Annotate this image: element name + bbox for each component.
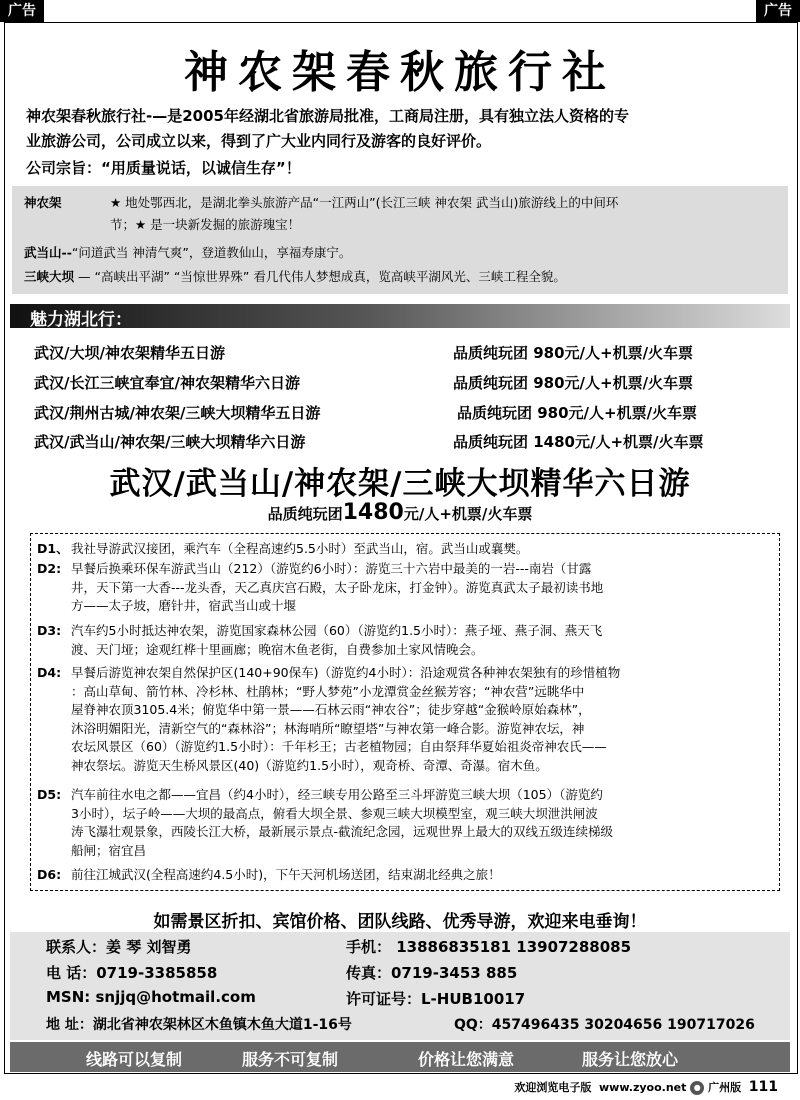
slogan-bar — [10, 1042, 790, 1072]
feature-route-price: 品质纯玩团1480元/人+机票/火车票 — [267, 500, 533, 525]
enquiry-banner: 如需景区折扣、宾馆价格、团队线路、优秀导游，欢迎来电垂询！ — [153, 912, 647, 932]
intro-line-2: 业旅游公司，公司成立以来，得到了广大业内同行及游客的良好评价。 — [26, 132, 492, 150]
contact-license: 许可证号：L-HUB10017 — [346, 990, 526, 1008]
slogan-item: 价格让您满意 — [418, 1050, 515, 1069]
contact-msn: MSN: snjjq@hotmail.com — [46, 988, 256, 1006]
ad-tag-left: 广告 — [0, 0, 44, 22]
route-item: 武汉/武当山/神农架/三峡大坝精华六日游 — [34, 433, 306, 451]
contact-fax: 传真：0719-3453 885 — [346, 964, 518, 982]
charm-hubei-bar — [10, 304, 790, 328]
itinerary-box — [30, 533, 780, 891]
agency-title: 神农架春秋旅行社 — [184, 47, 616, 98]
footer-edition: 广州版 — [708, 1081, 742, 1094]
ad-tag-right: 广告 — [756, 0, 800, 22]
itinerary-day: D1、 我社导游武汉接团，乘汽车（全程高速约5.5小时）至武当山，宿。武当山或襄樊。 — [37, 541, 529, 556]
route-item: 武汉/荆州古城/神农架/三峡大坝精华五日游 — [34, 404, 321, 422]
route-price: 品质纯玩团 980元/人+机票/火车票 — [453, 344, 694, 362]
itinerary-day: D4: 早餐后游览神农架自然保护区(140+90保车)（游览约4小时）：沿途观赏各种神农架独有的珍惜植物 ：高山草甸、箭竹林、冷杉林、杜鹃林；“野人梦苑”小龙潭赏金丝猴芳容；“神农营”远眺华中 屋脊神农顶3105.4米；俯览华中第一景——石林云雨“神农谷”；徒步穿越“金猴岭原始森林”， 沐浴明媚阳光，清新空气的“森林浴”；林海哨所“瞭望塔”与神农第一峰合影。游览神农坛，神 农坛风景区（60）（游览约1.5小时）：千年杉王；古老植物园；自由祭拜华夏始祖炎帝神农氏—— 神农祭坛。游览天生桥风景区(40)（游览约1.5小时），观奇桥、奇潭、奇瀑。宿木鱼。 — [37, 665, 621, 773]
contact-qq: QQ：457496435 30204656 190717026 — [454, 1017, 755, 1033]
intro-line-1: 神农架春秋旅行社-—是2005年经湖北省旅游局批准，工商局注册，具有独立法人资格的专 — [26, 107, 629, 125]
page-number: 111 — [748, 1079, 778, 1095]
route-price: 品质纯玩团 980元/人+机票/火车票 — [453, 374, 694, 392]
highlight-three-gorges: 三峡大坝 — “高峡出平湖” “当惊世界殊” 看几代伟人梦想成真，览高峡平湖风光、三峡工程全貌。 — [24, 269, 566, 284]
itinerary-day: D2: 早餐后换乘环保车游武当山（212）（游览约6小时）：游览三十六岩中最美的一岩---南岩（甘露 井，天下第一大香---龙头香，天乙真庆宫石殿，太子卧龙床，打金钟）。游览真武太子最初读书地 方——太子坡，磨针井，宿武当山或十堰 — [37, 561, 604, 613]
magazine-logo-icon: ● — [690, 1081, 704, 1095]
contact-mobile: 手机： 13886835181 13907288085 — [346, 938, 632, 956]
contact-tel: 电 话：0719-3385858 — [46, 964, 218, 982]
contact-panel — [10, 932, 790, 1040]
highlight-label-shennongjia: 神农架 — [24, 195, 62, 210]
slogan-item: 线路可以复制 — [86, 1050, 183, 1069]
charm-hubei-title: 魅力湖北行： — [30, 310, 132, 330]
route-price: 品质纯玩团 980元/人+机票/火车票 — [457, 404, 698, 422]
page-footer — [514, 1079, 778, 1095]
highlight-wudang: 武当山--“问道武当 神清气爽”，登道教仙山，享福寿康宁。 — [24, 245, 352, 260]
footer-site: www.zyoo.net — [599, 1081, 687, 1094]
feature-route-title: 武汉/武当山/神农架/三峡大坝精华六日游 — [109, 466, 691, 502]
route-item: 武汉/长江三峡宜奉宜/神农架精华六日游 — [34, 374, 300, 392]
itinerary-day: D5: 汽车前往水电之都——宜昌（约4小时），经三峡专用公路至三斗坪游览三峡大坝（105）（游览约 3小时），坛子岭——大坝的最高点，俯看大坝全景、参观三峡大坝模型室，观三峡大坝泄洪闸波 涛飞瀑壮观景象，西陵长江大桥，最新展示景点-截流纪念园，远观世界上最大的双线五级连续梯级 船闸；宿宜昌 — [37, 787, 614, 858]
highlights-panel — [12, 186, 788, 294]
slogan-item: 服务让您放心 — [582, 1050, 679, 1069]
agency-intro — [26, 104, 781, 154]
contact-person: 联系人：姜 琴 刘智勇 — [46, 938, 192, 956]
route-item: 武汉/大坝/神农架精华五日游 — [34, 344, 225, 362]
route-price: 品质纯玩团 1480元/人+机票/火车票 — [453, 433, 704, 451]
contact-address: 地 址：湖北省神农架林区木鱼镇木鱼大道1-16号 — [46, 1017, 352, 1033]
slogan-item: 服务不可复制 — [242, 1050, 339, 1069]
itinerary-day: D3: 汽车约5小时抵达神农架，游览国家森林公园（60）（游览约1.5小时）：燕子垭、燕子洞、燕天飞 渡、天门垭；途观红桦十里画廊；晚宿木鱼老街，自费参加土家风情晚会。 — [37, 623, 603, 657]
footer-welcome: 欢迎浏览电子版 — [514, 1081, 592, 1094]
company-motto: 公司宗旨：“用质量说话，以诚信生存”！ — [26, 159, 301, 177]
highlight-text-shennongjia: ★ 地处鄂西北，是湖北拳头旅游产品“一江两山”(长江三峡 神农架 武当山)旅游线上的中间环 节；★ 是一块新发掘的旅游瑰宝！ — [110, 195, 619, 232]
itinerary-day: D6: 前往江城武汉(全程高速约4.5小时)，下午天河机场送团，结束湖北经典之旅！ — [37, 867, 501, 882]
